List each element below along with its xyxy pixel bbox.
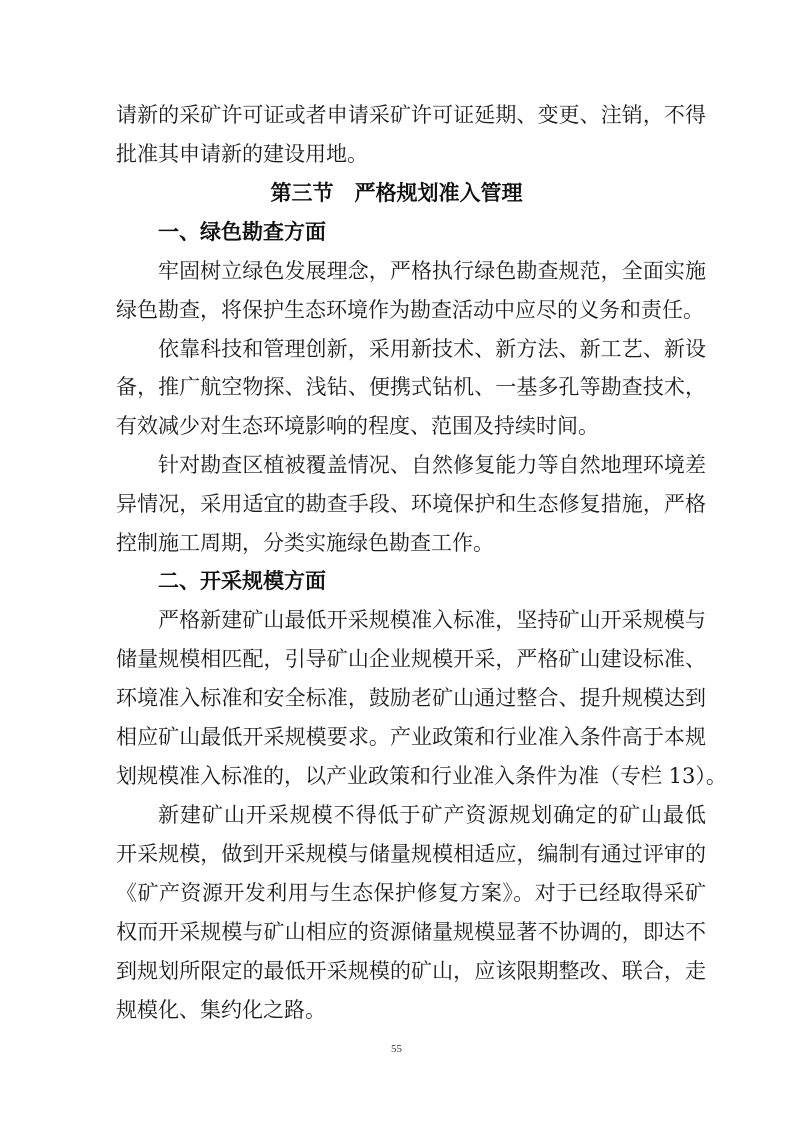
paragraph-line: 绿色勘查，将保护生态环境作为勘查活动中应尽的义务和责任。 (116, 298, 704, 322)
paragraph-line: 权而开采规模与矿山相应的资源储量规模显著不协调的，即达不 (116, 920, 706, 944)
paragraph-line: 划规模准入标准的，以产业政策和行业准入条件为准（专栏 13）。 (116, 764, 727, 788)
page-number: 55 (391, 1043, 402, 1055)
paragraph-line: 请新的采矿许可证或者申请采矿许可证延期、变更、注销，不得 (116, 103, 706, 127)
section-title: 第三节 严格规划准入管理 (270, 181, 523, 205)
paragraph-line: 备，推广航空物探、浅钻、便携式钻机、一基多孔等勘查技术， (116, 375, 706, 399)
paragraph-line: 严格新建矿山最低开采规模准入标准，坚持矿山开采规模与 (158, 608, 706, 632)
paragraph-line: 牢固树立绿色发展理念，严格执行绿色勘查规范，全面实施 (158, 259, 706, 283)
paragraph-line: 环境准入标准和安全标准，鼓励老矿山通过整合、提升规模达到 (116, 686, 706, 710)
paragraph-line: 到规划所限定的最低开采规模的矿山，应该限期整改、联合，走 (116, 959, 706, 983)
paragraph-line: 相应矿山最低开采规模要求。产业政策和行业准入条件高于本规 (116, 725, 706, 749)
paragraph-line: 开采规模，做到开采规模与储量规模相适应，编制有通过评审的 (116, 842, 706, 866)
subsection-heading-mining-scale: 二、开采规模方面 (158, 569, 326, 593)
subsection-heading-green-exploration: 一、绿色勘查方面 (158, 220, 326, 244)
paragraph-line: 新建矿山开采规模不得低于矿产资源规划确定的矿山最低 (158, 803, 706, 827)
paragraph-line: 异情况，采用适宜的勘查手段、环境保护和生态修复措施，严格 (116, 492, 706, 516)
paragraph-line: 有效减少对生态环境影响的程度、范围及持续时间。 (116, 414, 599, 438)
paragraph-line: 控制施工周期，分类实施绿色勘查工作。 (116, 531, 494, 555)
paragraph-line: 针对勘查区植被覆盖情况、自然修复能力等自然地理环境差 (158, 453, 706, 477)
paragraph-line: 《矿产资源开发利用与生态保护修复方案》。对于已经取得采矿 (116, 881, 706, 905)
paragraph-line: 规模化、集约化之路。 (116, 998, 326, 1022)
paragraph-line: 批准其申请新的建设用地。 (116, 142, 368, 166)
paragraph-line: 储量规模相匹配，引导矿山企业规模开采，严格矿山建设标准、 (116, 647, 706, 671)
paragraph-line: 依靠科技和管理创新，采用新技术、新方法、新工艺、新设 (158, 337, 706, 361)
